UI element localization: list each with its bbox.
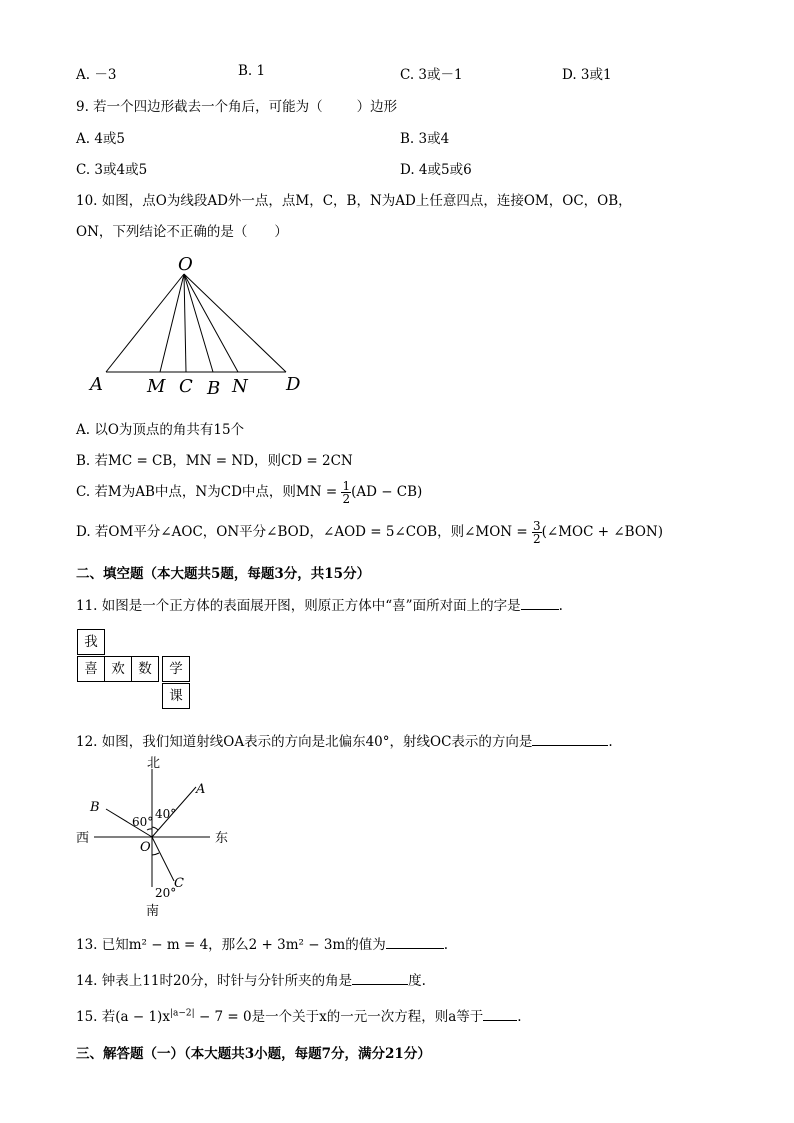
q10-c-denominator: 2 — [342, 492, 351, 506]
q12-label-c: C — [174, 876, 184, 891]
q12-label-angle20: 20° — [155, 886, 177, 900]
q11-end: . — [558, 598, 563, 614]
q15-end: . — [517, 1009, 522, 1025]
q10-c-numerator: 1 — [342, 479, 351, 493]
q9-option-d: D. 4或5或6 — [400, 162, 472, 178]
q10-label-a: A — [90, 374, 103, 395]
q10-option-c-suffix: (AD − CB) — [351, 484, 423, 500]
q10-option-d-fraction — [532, 520, 542, 545]
q10-option-a: A. 以O为顶点的角共有15个 — [76, 422, 245, 438]
q10-label-d: D — [286, 374, 301, 395]
q14-stem-text: 14. 钟表上11时20分，时针与分针所夹的角是 — [76, 973, 353, 989]
q15-exponent: |a−2| — [169, 1008, 195, 1019]
q12-answer-blank[interactable] — [532, 745, 608, 746]
q10-label-m: M — [147, 376, 166, 397]
q15-answer-blank[interactable] — [483, 1020, 517, 1021]
q10-label-o: O — [178, 254, 193, 275]
q11-answer-blank[interactable] — [521, 609, 559, 610]
q13-end: . — [443, 937, 449, 953]
net-cell-xue: 学 — [162, 656, 190, 682]
q10-d-numerator: 3 — [533, 519, 541, 533]
q10-stem-line2: ON，下列结论不正确的是（ ） — [76, 224, 288, 240]
q13-stem-text: 13. 已知m² − m = 4，那么2 + 3m² − 3m的值为 — [76, 937, 386, 953]
q10-option-c — [76, 480, 422, 505]
q15-stem-mid: − 7 = 0是一个关于x的一元一次方程，则a等于 — [194, 1009, 484, 1025]
q14-stem — [76, 969, 426, 989]
q13-stem — [76, 933, 448, 953]
q9-option-b: B. 3或4 — [400, 131, 450, 147]
q12-label-o: O — [140, 840, 151, 855]
net-cell-xi: 喜 — [77, 656, 105, 682]
q10-option-c-fraction — [341, 480, 351, 505]
q10-option-d-prefix: D. 若OM平分∠AOC，ON平分∠BOD，∠AOD = 5∠COB，则∠MON = — [76, 524, 528, 540]
q14-answer-blank[interactable] — [352, 984, 408, 985]
q12-compass-figure — [70, 755, 250, 920]
q15-stem — [76, 1005, 522, 1025]
q12-label-b: B — [90, 800, 100, 815]
q14-suffix: 度. — [408, 973, 426, 989]
q12-stem-text: 12. 如图，我们知道射线OA表示的方向是北偏东40°，射线OC表示的方向是 — [76, 734, 533, 750]
q12-end: . — [608, 734, 613, 750]
q13-answer-blank[interactable] — [386, 948, 444, 949]
q9-option-a: A. 4或5 — [76, 131, 126, 147]
q10-option-b: B. 若MC = CB，MN = ND，则CD = 2CN — [76, 453, 353, 469]
q9-option-c: C. 3或4或5 — [76, 162, 148, 178]
q12-label-angle40: 40° — [155, 807, 177, 821]
section-3-heading: 三、解答题（一）（本大题共3小题，每题7分，满分21分） — [76, 1046, 431, 1062]
q9-stem-after: ）边形 — [356, 99, 398, 115]
q12-label-east: 东 — [215, 831, 229, 846]
q9-stem-before: 9. 若一个四边形截去一个角后，可能为（ — [76, 99, 323, 115]
q8-option-c: C. 3或－1 — [400, 67, 463, 83]
net-cell-huan: 欢 — [104, 656, 132, 682]
q10-d-denominator: 2 — [533, 532, 541, 546]
section-2-heading: 二、填空题（本大题共5题，每题3分，共15分） — [76, 566, 371, 582]
q10-label-c: C — [179, 376, 193, 397]
q12-label-a: A — [196, 782, 206, 797]
net-cell-wo: 我 — [77, 629, 105, 655]
q10-stem-line1: 10. 如图，点O为线段AD外一点，点M，C，B，N为AD上任意四点，连接OM，OC，OB， — [76, 193, 632, 209]
q11-stem-text: 11. 如图是一个正方体的表面展开图，则原正方体中“喜”面所对面上的字是 — [76, 598, 521, 614]
q9-stem — [76, 95, 397, 115]
q12-label-west: 西 — [76, 831, 90, 846]
q11-stem — [76, 594, 563, 614]
net-cell-ke: 课 — [162, 683, 190, 709]
q12-label-angle60: 60° — [132, 815, 154, 829]
q10-label-n: N — [232, 376, 248, 397]
net-cell-shu: 数 — [131, 656, 159, 682]
q10-option-d-suffix: (∠MOC + ∠BON) — [541, 524, 663, 540]
q8-option-a: A. －3 — [76, 67, 117, 83]
q12-label-south: 南 — [146, 904, 160, 919]
q10-option-c-prefix: C. 若M为AB中点，N为CD中点，则MN = — [76, 484, 338, 500]
q8-option-d: D. 3或1 — [562, 67, 612, 83]
q10-option-d — [76, 520, 663, 545]
q12-stem — [76, 730, 613, 750]
q12-label-north: 北 — [147, 756, 161, 771]
q10-figure — [80, 250, 340, 400]
q8-option-b: B. 1 — [238, 63, 266, 79]
q10-label-b: B — [207, 378, 221, 399]
q15-stem-prefix: 15. 若(a − 1)x — [76, 1009, 170, 1025]
